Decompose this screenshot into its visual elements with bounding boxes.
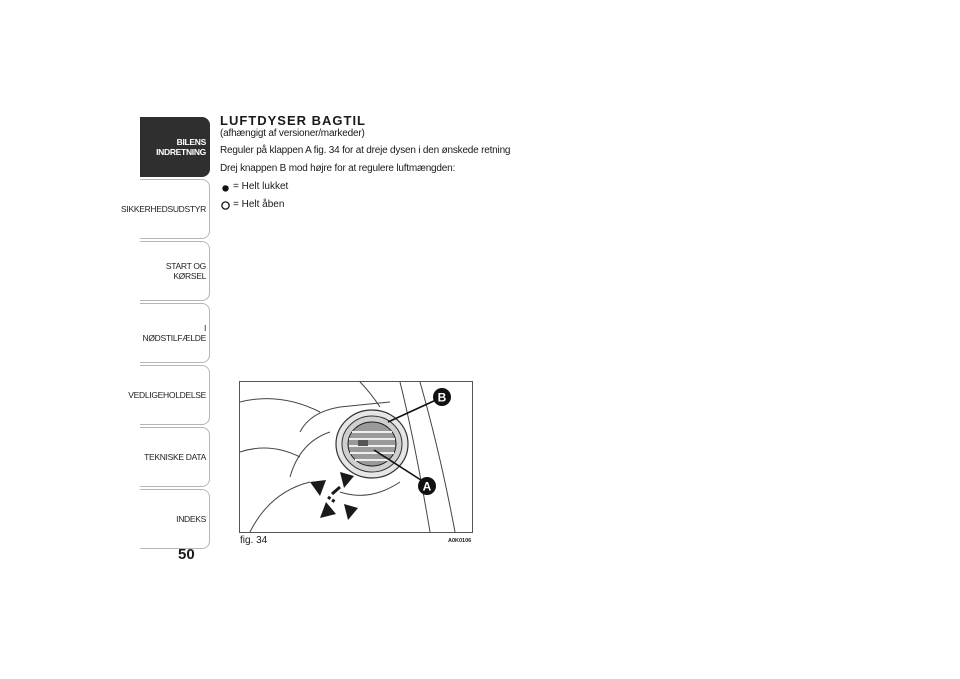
filled-circle-icon bbox=[220, 182, 231, 193]
tab-sikkerhedsudstyr[interactable]: SIKKERHEDSUDSTYR bbox=[140, 179, 210, 239]
open-circle-icon bbox=[220, 200, 231, 211]
figure-caption: fig. 34 bbox=[240, 535, 268, 546]
page-number: 50 bbox=[178, 546, 195, 563]
svg-text:A: A bbox=[422, 479, 432, 494]
figure-code: A0K0106 bbox=[448, 538, 472, 544]
tab-start-og-korsel[interactable]: START OG KØRSEL bbox=[140, 241, 210, 301]
vent-housing bbox=[336, 410, 408, 478]
section-content bbox=[220, 114, 520, 217]
air-vent-drawing bbox=[240, 382, 472, 532]
legend-closed-text: = Helt lukket bbox=[233, 181, 289, 192]
tab-indeks[interactable]: INDEKS bbox=[140, 489, 210, 549]
legend-open-text: = Helt åben bbox=[233, 199, 285, 210]
instruction-paragraph-2: Drej knappen B mod højre for at regulere luftmængden: bbox=[220, 163, 456, 174]
svg-text:B: B bbox=[437, 390, 447, 405]
figure-34-illustration bbox=[239, 381, 473, 533]
instruction-paragraph-1: Reguler på klappen A fig. 34 for at dreje dysen i den ønskede retning bbox=[220, 145, 511, 156]
tab-vedligeholdelse[interactable]: VEDLIGEHOLDELSE bbox=[140, 365, 210, 425]
legend-open bbox=[220, 199, 520, 211]
direction-arrows-icon bbox=[310, 472, 358, 520]
legend-closed bbox=[220, 181, 520, 193]
tab-tekniske-data[interactable]: TEKNISKE DATA bbox=[140, 427, 210, 487]
section-subtitle: (afhængigt af versioner/markeder) bbox=[220, 128, 365, 139]
callout-a bbox=[418, 477, 436, 495]
tab-bilens-indretning[interactable]: BILENS INDRETNING bbox=[140, 117, 210, 177]
tab-i-nodstilfaelde[interactable]: I NØDSTILFÆLDE bbox=[140, 303, 210, 363]
callout-b bbox=[433, 388, 451, 406]
section-title: LUFTDYSER BAGTIL bbox=[220, 113, 366, 128]
